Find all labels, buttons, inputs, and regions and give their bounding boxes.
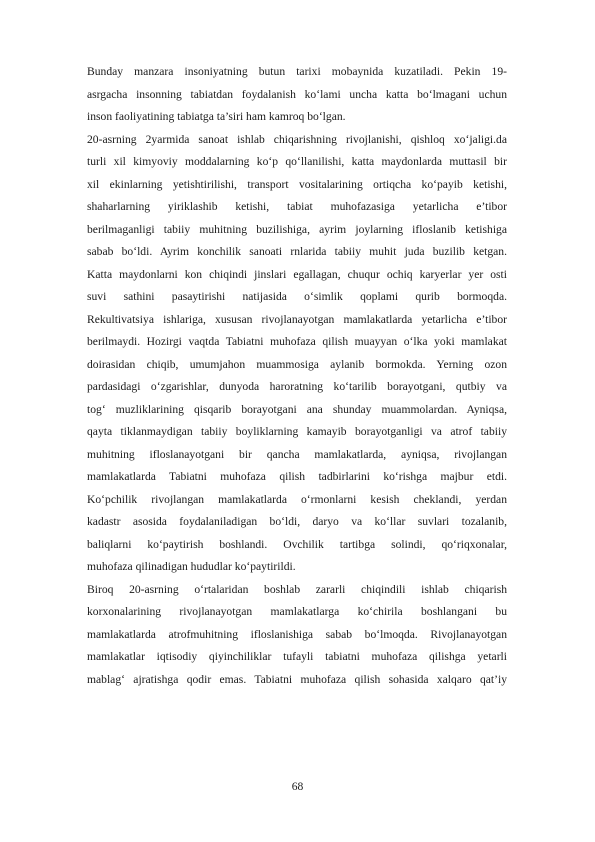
text-line: kadastr asosida foydalaniladigan bo‘ldi, daryo va ko‘llar suvlari tozalanib, — [87, 515, 507, 528]
document-body — [87, 61, 507, 691]
text-line: baliqlarni ko‘paytirish boshlandi. Ovchilik tartibga solindi, qo‘riqxonalar, — [87, 537, 507, 551]
text-line: qayta tiklanmaydigan tabiiy boyliklarning kamayib borayotganligi va atrof tabiiy — [87, 425, 507, 438]
text-line: Katta maydonlarni kon chiqindi jinslari egallagan, chuqur ochiq karyerlar yer osti — [87, 267, 507, 281]
paragraph-1 — [87, 61, 507, 129]
text-line: sabab bo‘ldi. Ayrim konchilik sanoati rnlarida tabiiy muhit juda buzilib ketgan. — [87, 245, 507, 258]
text-line: xil ekinlarning yetishtirilishi, transport vositalarining ortiqcha ko‘payib ketishi, — [87, 177, 507, 191]
text-line: muhitning ifloslanayotgani bir qancha mamlakatlarda, ayniqsa, rivojlangan — [87, 447, 507, 461]
text-line: shaharlarning yiriklashib ketishi, tabiat muhofazasiga yetarlicha e’tibor — [87, 200, 507, 213]
page-number: 68 — [291, 780, 304, 793]
text-line: Bunday manzara insoniyatning butun tarixi mobaynida kuzatiladi. Pekin 19- — [87, 65, 507, 78]
text-line: 20-asrning 2yarmida sanoat ishlab chiqarishning rivojlanishi, qishloq xo‘jaligi.da — [87, 132, 507, 146]
text-line: muhofaza qilinadigan hududlar ko‘paytirildi. — [87, 560, 296, 573]
text-line: mamlakatlarda atrofmuhitning ifloslanishiga sabab bo‘lmoqda. Rivojlanayotgan — [87, 627, 507, 641]
text-line: korxonalarining rivojlanayotgan mamlakatlarga ko‘chirila boshlangani bu — [87, 605, 507, 618]
text-line: asrgacha insonning tabiatdan foydalanish ko‘lami uncha katta bo‘lmagani uchun — [87, 87, 507, 101]
text-line: pardasidagi o‘zgarishlar, dunyoda haroratning ko‘tarilib borayotgani, qutbiy va — [87, 380, 507, 393]
text-line: mamlakatlarda Tabiatni muhofaza qilish tadbirlarini ko‘rishga majbur etdi. — [87, 470, 507, 483]
text-line: Biroq 20-asrning o‘rtalaridan boshlab zararli chiqindili ishlab chiqarish — [87, 582, 507, 596]
text-line: suvi sathini pasaytirishi natijasida o‘simlik qoplami qurib bormoqda. — [87, 290, 507, 303]
text-line: inson faoliyatining tabiatga ta’siri ham kamroq bo‘lgan. — [87, 110, 346, 123]
text-line: doirasidan chiqib, umumjahon muammosiga aylanib bormokda. Yerning ozon — [87, 357, 507, 371]
text-line: turli xil kimyoviy moddalarning ko‘p qo‘llanilishi, katta maydonlarda muttasil bir — [87, 155, 507, 168]
text-line: mablag‘ ajratishga qodir emas. Tabiatni muhofaza qilish sohasida xalqaro qat’iy — [87, 672, 507, 686]
text-line: tog‘ muzliklarining qisqarib borayotgani ana shunday muammolardan. Ayniqsa, — [87, 402, 507, 416]
text-line: Rekultivatsiya ishlariga, xususan rivojlanayotgan mamlakatlarda yetarlicha e’tibor — [87, 312, 507, 326]
text-line: berilmaydi. Hozirgi vaqtda Tabiatni muhofaza qilish muayyan o‘lka yoki mamlakat — [87, 335, 507, 348]
text-line: berilmaganligi tabiiy muhitning buzilishiga, ayrim joylarning ifloslanib ketishiga — [87, 222, 507, 236]
paragraph-2 — [87, 129, 507, 579]
paragraph-3 — [87, 579, 507, 692]
text-line: Ko‘pchilik rivojlangan mamlakatlarda o‘rmonlarni kesish cheklandi, yerdan — [87, 492, 507, 506]
text-line: mamlakatlar iqtisodiy qiyinchiliklar tufayli tabiatni muhofaza qilishga yetarli — [87, 650, 507, 663]
